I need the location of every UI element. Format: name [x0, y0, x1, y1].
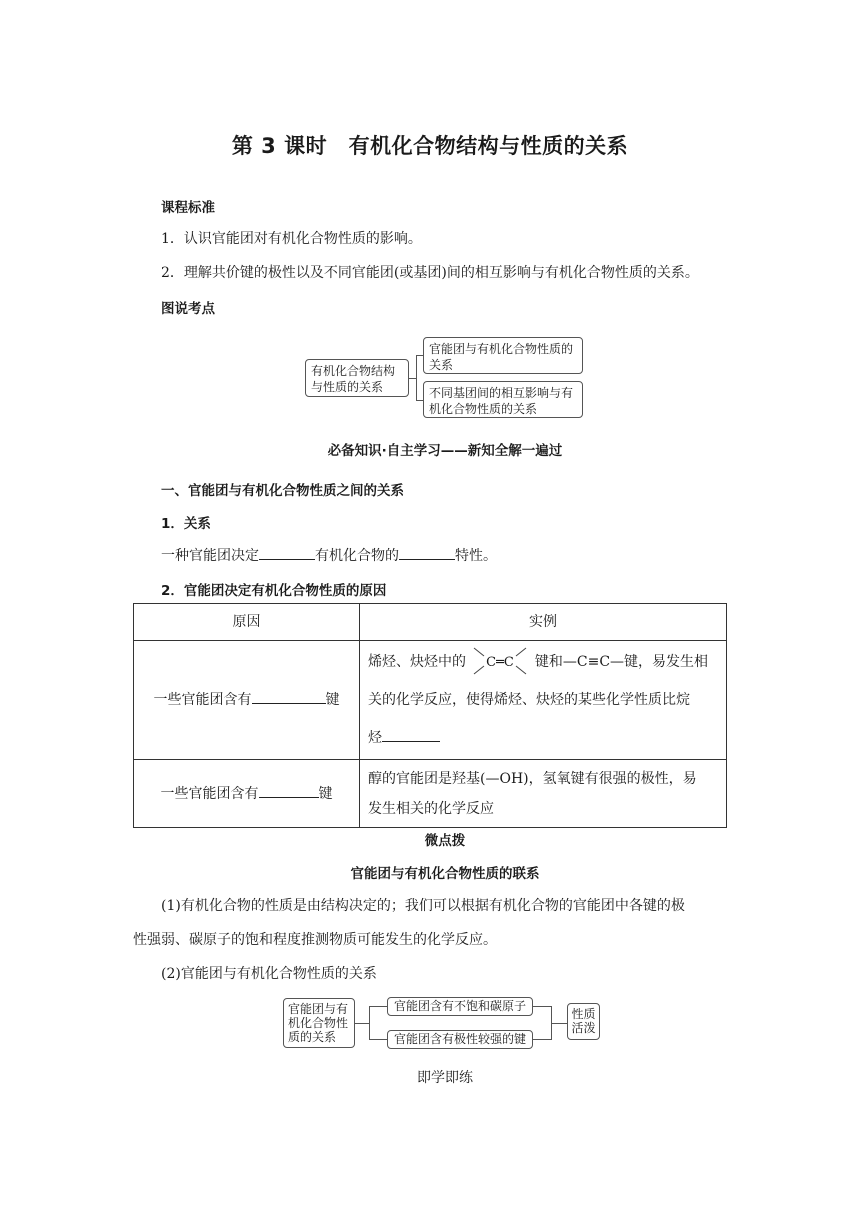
- row2-cause-blank[interactable]: [259, 783, 319, 798]
- row2-example-line-2: 发生相关的化学反应: [368, 800, 494, 817]
- row1-example-text-d: 烃: [368, 730, 382, 746]
- table-row: [134, 641, 727, 760]
- row1-example-text-a: 烯烃、炔烃中的: [368, 654, 466, 670]
- diagram2-connector: [533, 1039, 551, 1040]
- diagram2-connector: [551, 1023, 567, 1024]
- diagram2-mid-box-1: 官能团含有不饱和碳原子: [387, 997, 533, 1016]
- tip-paragraph-2: (2)官能团与有机化合物性质的关系: [161, 966, 377, 982]
- row1-example-text-b: 键和—C≡C—键，易发生相: [534, 654, 709, 670]
- row1-cause-cell: [134, 641, 360, 760]
- diagram2-bracket-left: [369, 1006, 370, 1040]
- row1-example-blank[interactable]: [382, 727, 440, 742]
- diagram1-root-box: 有机化合物结构与性质的关系: [305, 359, 409, 397]
- section1-heading: 一、官能团与有机化合物性质之间的关系: [161, 483, 404, 499]
- cause-example-table: [133, 603, 727, 828]
- tip-subheading: 官能团与有机化合物性质的联系: [350, 866, 540, 882]
- practice-heading: 即学即练: [417, 1070, 473, 1086]
- tip-heading: 微点拨: [424, 833, 466, 849]
- double-bond-diagram: [470, 646, 530, 676]
- double-bond-structure: [470, 652, 530, 672]
- table-row: [134, 760, 727, 828]
- diagram2-mid-box-2: 官能团含有极性较强的键: [387, 1030, 533, 1049]
- section1-fill-sentence: [161, 545, 497, 566]
- row1-example-line-3: [368, 719, 718, 757]
- row2-cause-cell: [134, 760, 360, 828]
- section1-sub2: 2．官能团决定有机化合物性质的原因: [161, 583, 387, 599]
- diagram1-branch-box-1: 官能团与有机化合物性质的关系: [423, 337, 583, 374]
- tip-paragraph-1-line-2: 性强弱、碳原子的饱和程度推测物质可能发生的化学反应。: [133, 932, 497, 948]
- row2-example-line-1: 醇的官能团是羟基(—OH)，氢氧键有很强的极性，易: [368, 770, 697, 787]
- row2-cause-text-a: 一些官能团含有: [160, 785, 259, 802]
- fill-text-c: 特性。: [455, 548, 497, 564]
- fill-blank-1[interactable]: [259, 545, 315, 560]
- diagram2-connector: [533, 1006, 551, 1007]
- page-title: 第 3 课时 有机化合物结构与性质的关系: [231, 134, 629, 158]
- section1-sub1: 1．关系: [161, 516, 211, 532]
- diagram1-heading: 图说考点: [161, 301, 215, 317]
- row1-cause-text-b: 键: [325, 692, 340, 708]
- fill-blank-2[interactable]: [399, 545, 455, 560]
- diagram2-root-box: 官能团与有机化合物性质的关系: [283, 998, 355, 1048]
- standards-heading: 课程标准: [161, 200, 215, 216]
- table-header-example: 实例: [360, 604, 727, 641]
- diagram2-connector: [369, 1039, 387, 1040]
- section-banner-text: 必备知识·自主学习——新知全解一遍过: [327, 443, 563, 459]
- standard-item-1: 1．认识官能团对有机化合物性质的影响。: [161, 231, 422, 247]
- diagram1-branch-box-2: 不同基团间的相互影响与有机化合物性质的关系: [423, 381, 583, 418]
- diagram2-connector: [355, 1023, 369, 1024]
- tip-paragraph-1-line-1: (1)有机化合物的性质是由结构决定的；我们可以根据有机化合物的官能团中各键的极: [161, 898, 685, 914]
- diagram2-end-box: 性质活泼: [567, 1003, 600, 1040]
- table-header-row: [134, 604, 727, 641]
- row1-example-line-2: 关的化学反应，使得烯烃、炔烃的某些化学性质比烷: [368, 692, 690, 708]
- standard-item-2: 2．理解共价键的极性以及不同官能团(或基团)间的相互影响与有机化合物性质的关系。: [161, 265, 699, 281]
- diagram2-connector: [369, 1006, 387, 1007]
- fill-text-b: 有机化合物的: [315, 548, 399, 564]
- row1-cause-blank[interactable]: [252, 689, 326, 704]
- row2-example-cell: [360, 760, 727, 828]
- double-bond-label: C═C: [486, 655, 515, 670]
- row2-cause-text-b: 键: [318, 785, 333, 802]
- table-header-cause: 原因: [134, 604, 360, 641]
- row1-example-cell: [360, 641, 727, 760]
- fill-text-a: 一种官能团决定: [161, 548, 259, 564]
- section-banner: [0, 441, 860, 461]
- row1-cause-text-a: 一些官能团含有: [153, 692, 252, 708]
- row1-example-line-1: [368, 643, 718, 681]
- diagram1-bracket: [416, 355, 417, 401]
